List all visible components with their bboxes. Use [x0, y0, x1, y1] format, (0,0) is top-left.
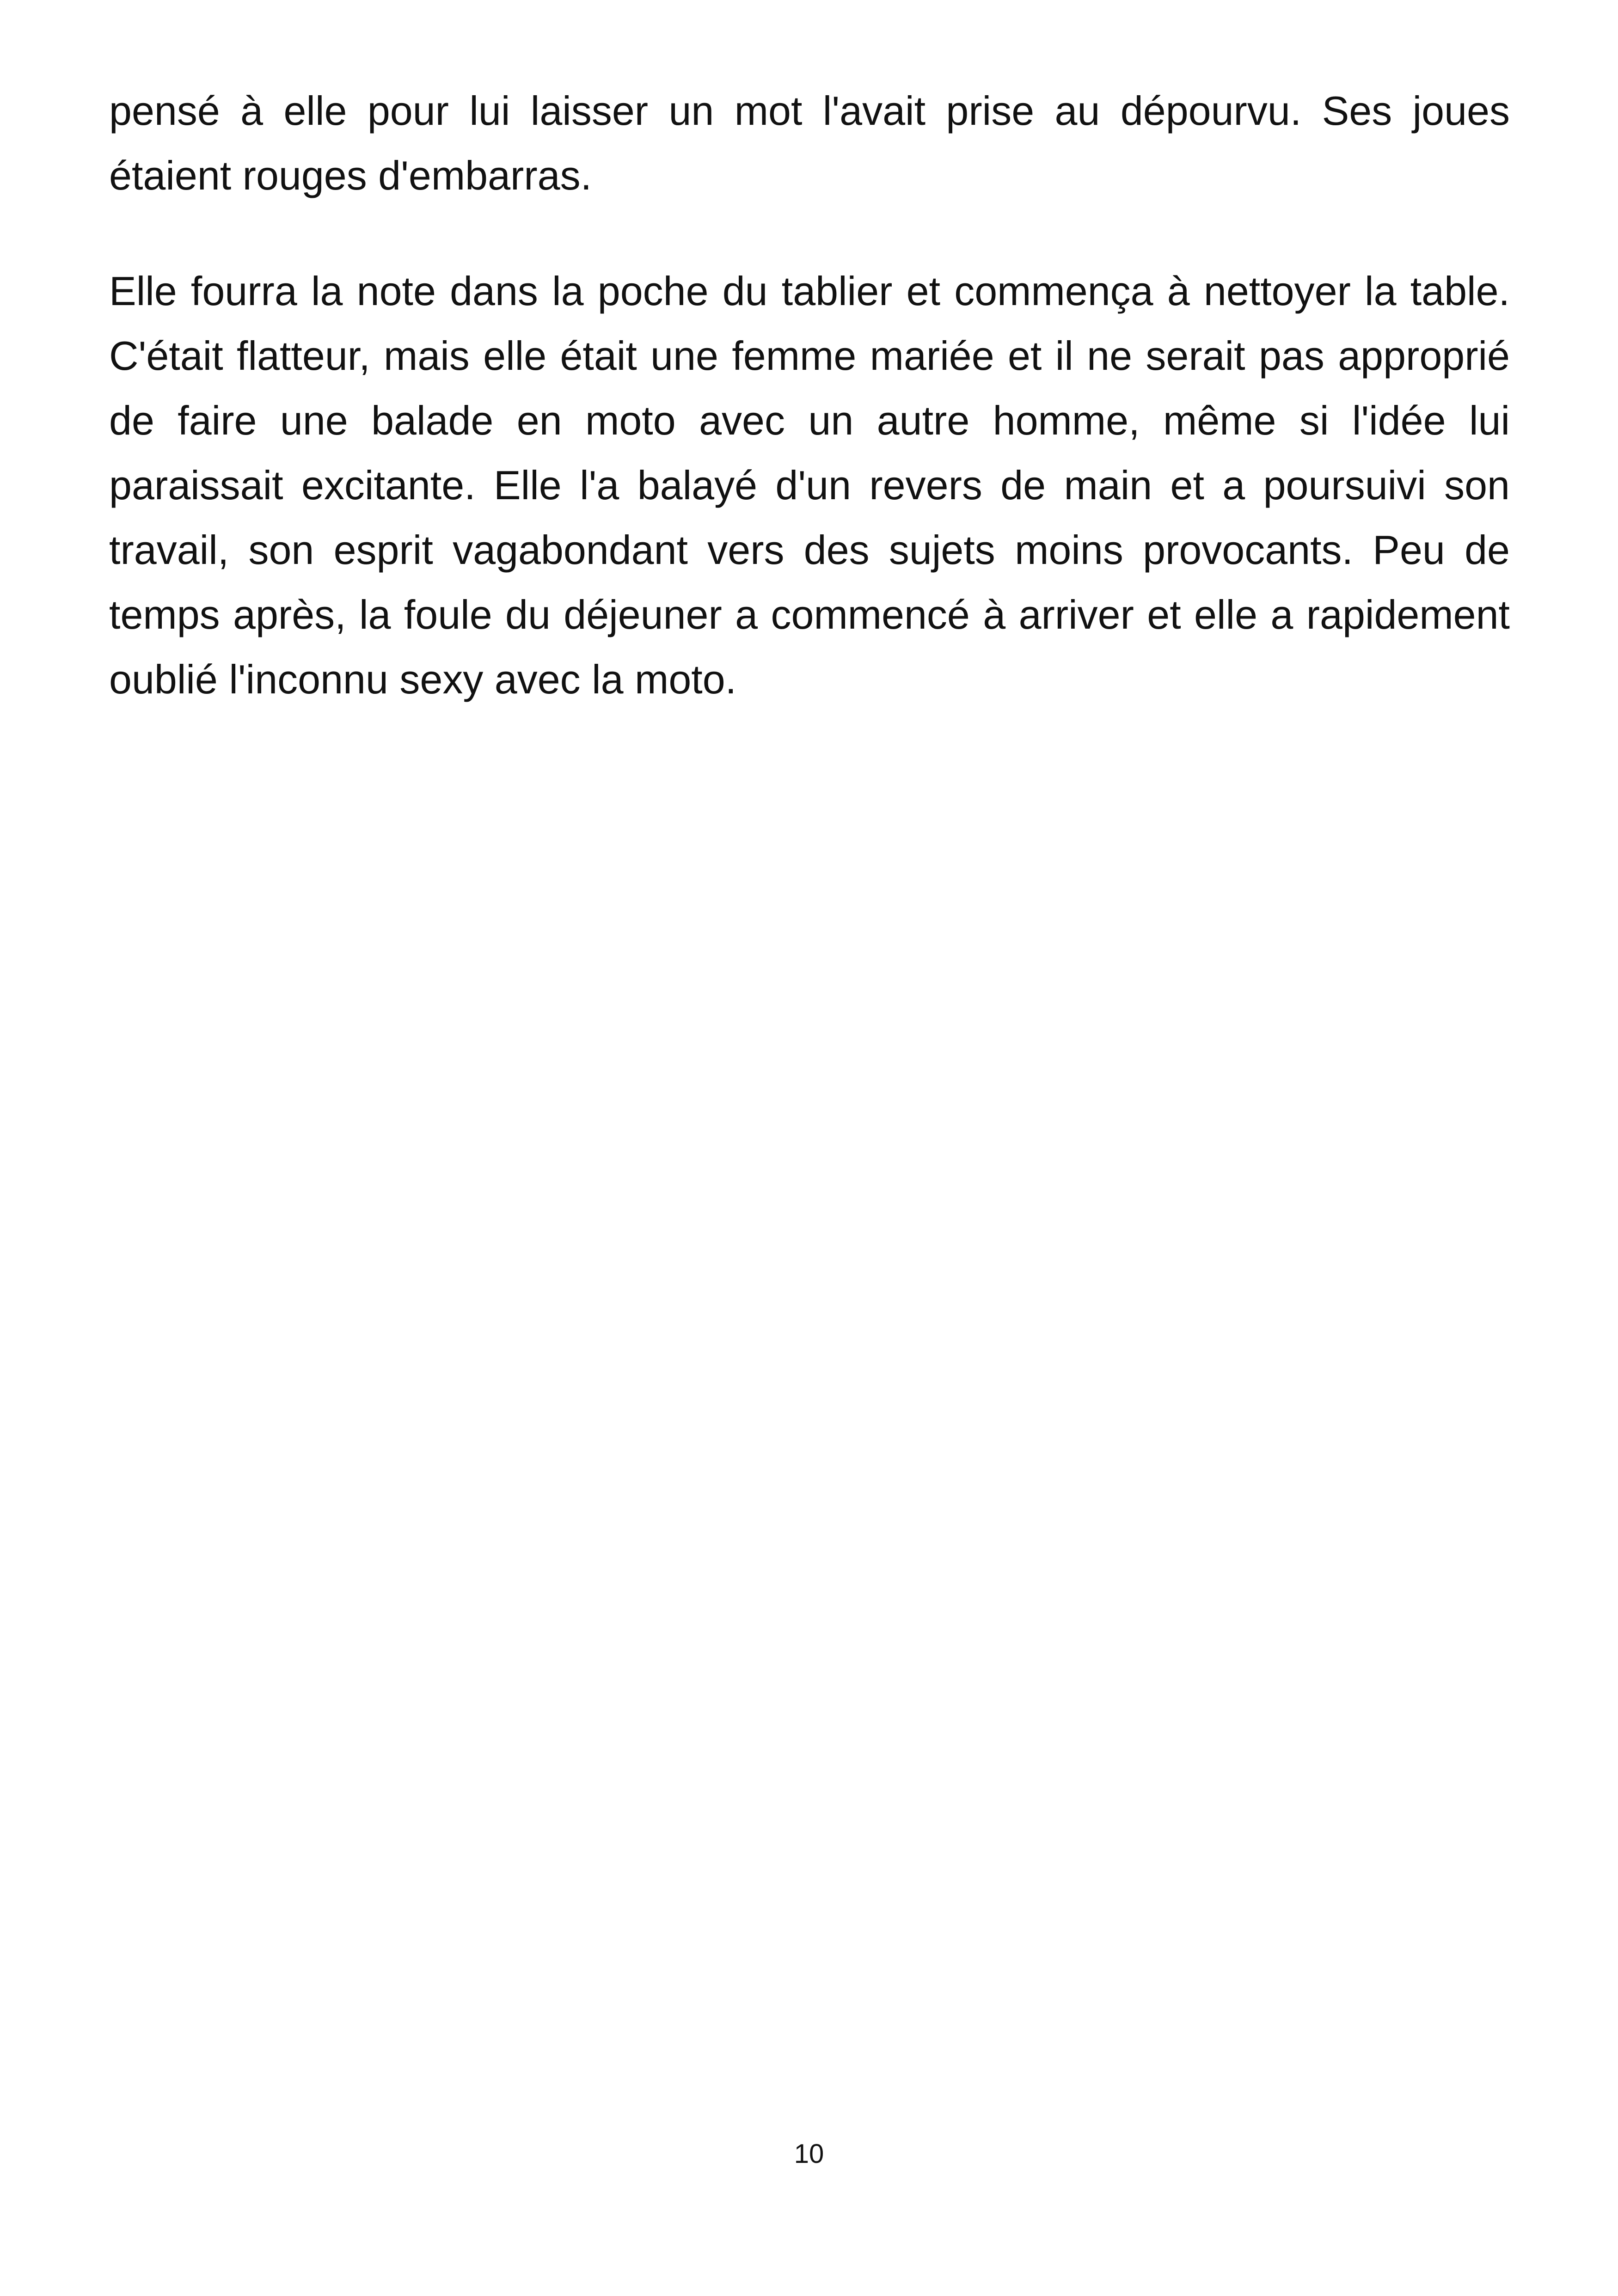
paragraph-1: pensé à elle pour lui laisser un mot l'avait prise au dépourvu. Ses joues étaient rouges d'embarras. — [109, 88, 1510, 198]
page-number: 10 — [794, 2139, 824, 2169]
paragraph-2: Elle fourra la note dans la poche du tablier et commença à nettoyer la table. C'était flatteur, mais elle était une femme mariée et il ne serait pas approprié de faire une balade en moto avec un autre homme, même si l'idée lui paraissait excitante. Elle l'a balayé d'un revers de main et a poursuivi son travail, son esprit vagabondant vers des sujets moins provocants. Peu de temps après, la foule du déjeuner a commencé à arriver et elle a rapidement oublié l'inconnu sexy avec la moto. — [109, 268, 1510, 702]
page-body — [109, 79, 1510, 763]
